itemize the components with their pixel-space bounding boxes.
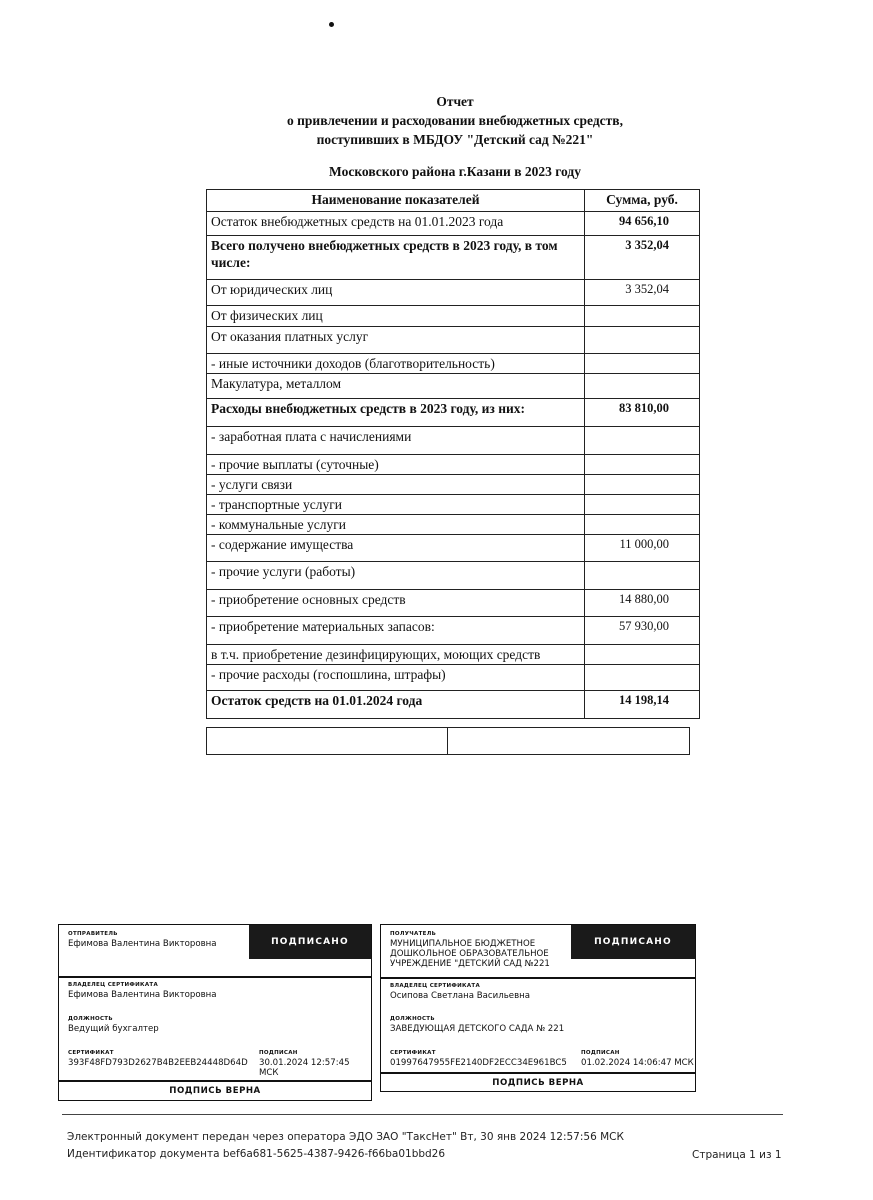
row-name: в т.ч. приобретение дезинфицирующих, моющих средств	[207, 645, 585, 665]
footer-rule	[62, 1114, 783, 1115]
footer-document-id: Идентификатор документа bef6a681-5625-4387-9426-f66ba01bbd26	[67, 1148, 446, 1160]
row-sum	[585, 455, 700, 475]
table-row	[207, 515, 700, 535]
sender-owner: Ефимова Валентина Викторовна	[68, 990, 217, 1000]
report-title	[210, 92, 700, 149]
sender-position-label: ДОЛЖНОСТЬ	[68, 1016, 113, 1022]
header-sum: Сумма, руб.	[585, 190, 700, 212]
row-sum	[585, 562, 700, 590]
row-sum: 94 656,10	[585, 212, 700, 236]
table-row	[207, 665, 700, 691]
title-line-1: Отчет	[436, 94, 474, 109]
recipient-signature-card	[380, 924, 696, 1092]
row-name: - транспортные услуги	[207, 495, 585, 515]
row-sum: 14 198,14	[585, 691, 700, 719]
recipient-cert-label: СЕРТИФИКАТ	[390, 1050, 436, 1056]
row-sum	[585, 495, 700, 515]
recipient-role-label: ПОЛУЧАТЕЛЬ	[390, 931, 437, 937]
row-sum: 83 810,00	[585, 399, 700, 427]
table-header-row	[207, 190, 700, 212]
divider	[59, 976, 371, 978]
recipient-position: ЗАВЕДУЮЩАЯ ДЕТСКОГО САДА № 221	[390, 1024, 565, 1034]
row-name: - содержание имущества	[207, 535, 585, 562]
header-name: Наименование показателей	[207, 190, 585, 212]
divider	[381, 977, 695, 979]
row-name: - коммунальные услуги	[207, 515, 585, 535]
scan-speck	[329, 22, 334, 27]
recipient-name: МУНИЦИПАЛЬНОЕ БЮДЖЕТНОЕ ДОШКОЛЬНОЕ ОБРАЗОВАТЕЛЬНОЕ УЧРЕЖДЕНИЕ "ДЕТСКИЙ САД №221	[390, 939, 550, 969]
divider	[59, 1080, 371, 1082]
title-line-4: Московского района г.Казани в 2023 году	[329, 164, 581, 179]
table-row	[207, 590, 700, 617]
row-sum: 57 930,00	[585, 617, 700, 645]
sender-owner-label: ВЛАДЕЛЕЦ СЕРТИФИКАТА	[68, 982, 159, 988]
sender-signed-label: ПОДПИСАН	[259, 1050, 298, 1056]
table-row	[207, 617, 700, 645]
report-table	[206, 189, 700, 719]
row-sum	[585, 645, 700, 665]
recipient-owner-label: ВЛАДЕЛЕЦ СЕРТИФИКАТА	[390, 983, 481, 989]
row-name: - прочие выплаты (суточные)	[207, 455, 585, 475]
row-name: - приобретение материальных запасов:	[207, 617, 585, 645]
sender-signed-date: 30.01.2024 12:57:45 МСК	[259, 1058, 350, 1078]
table-row	[207, 212, 700, 236]
row-sum	[585, 327, 700, 354]
row-name: От юридических лиц	[207, 280, 585, 306]
table-row	[207, 354, 700, 374]
row-name: - прочие услуги (работы)	[207, 562, 585, 590]
table-row	[207, 645, 700, 665]
table-row	[207, 236, 700, 280]
table-row	[207, 399, 700, 427]
recipient-owner: Осипова Светлана Васильевна	[390, 991, 531, 1001]
row-name: - услуги связи	[207, 475, 585, 495]
row-name: - приобретение основных средств	[207, 590, 585, 617]
recipient-signed-date: 01.02.2024 14:06:47 МСК	[581, 1058, 694, 1068]
table-row	[207, 427, 700, 455]
table-row	[207, 562, 700, 590]
row-name: От физических лиц	[207, 306, 585, 327]
row-name: - прочие расходы (госпошлина, штрафы)	[207, 665, 585, 691]
row-name: Расходы внебюджетных средств в 2023 году, из них:	[207, 399, 585, 427]
sender-verified: ПОДПИСЬ ВЕРНА	[169, 1086, 261, 1096]
row-sum	[585, 427, 700, 455]
table-row	[207, 280, 700, 306]
row-sum	[585, 354, 700, 374]
divider	[381, 1072, 695, 1074]
blank-cell-right	[447, 727, 690, 755]
row-name: - иные источники доходов (благотворительность)	[207, 354, 585, 374]
recipient-signed-label: ПОДПИСАН	[581, 1050, 620, 1056]
recipient-verified: ПОДПИСЬ ВЕРНА	[492, 1078, 584, 1088]
table-row	[207, 327, 700, 354]
row-sum: 3 352,04	[585, 236, 700, 280]
title-line-3: поступивших в МБДОУ "Детский сад №221"	[316, 132, 594, 147]
table-row	[207, 306, 700, 327]
row-sum: 11 000,00	[585, 535, 700, 562]
sender-role-label: ОТПРАВИТЕЛЬ	[68, 931, 118, 937]
sender-cert: 393F48FD793D2627B4B2EEB24448D64D	[68, 1058, 248, 1068]
row-sum	[585, 515, 700, 535]
row-sum: 14 880,00	[585, 590, 700, 617]
row-name: Остаток внебюджетных средств на 01.01.2023 года	[207, 212, 585, 236]
table-row	[207, 475, 700, 495]
row-sum	[585, 306, 700, 327]
row-name: Макулатура, металлом	[207, 374, 585, 399]
row-sum	[585, 665, 700, 691]
sender-signed-stamp: ПОДПИСАНО	[249, 925, 371, 959]
blank-cell-left	[206, 727, 448, 755]
sender-name: Ефимова Валентина Викторовна	[68, 939, 217, 949]
recipient-cert: 01997647955FE2140DF2ECC34E961BC5	[390, 1058, 567, 1068]
row-name: Остаток средств на 01.01.2024 года	[207, 691, 585, 719]
sender-signature-card	[58, 924, 372, 1101]
recipient-position-label: ДОЛЖНОСТЬ	[390, 1016, 435, 1022]
table-row	[207, 495, 700, 515]
table-row	[207, 374, 700, 399]
row-name: От оказания платных услуг	[207, 327, 585, 354]
sender-position: Ведущий бухгалтер	[68, 1024, 159, 1034]
row-sum	[585, 374, 700, 399]
table-row	[207, 535, 700, 562]
recipient-signed-stamp: ПОДПИСАНО	[571, 925, 695, 959]
row-name: - заработная плата с начислениями	[207, 427, 585, 455]
footer-page-number: Страница 1 из 1	[692, 1149, 782, 1161]
footer-transfer-note: Электронный документ передан через оператора ЭДО ЗАО "ТаксНет" Вт, 30 янв 2024 12:57:56 МСК	[67, 1131, 624, 1143]
row-sum	[585, 475, 700, 495]
table-row	[207, 455, 700, 475]
row-sum: 3 352,04	[585, 280, 700, 306]
row-name: Всего получено внебюджетных средств в 2023 году, в том числе:	[207, 236, 585, 280]
sender-cert-label: СЕРТИФИКАТ	[68, 1050, 114, 1056]
table-row	[207, 691, 700, 719]
title-line-2: о привлечении и расходовании внебюджетных средств,	[287, 113, 623, 128]
